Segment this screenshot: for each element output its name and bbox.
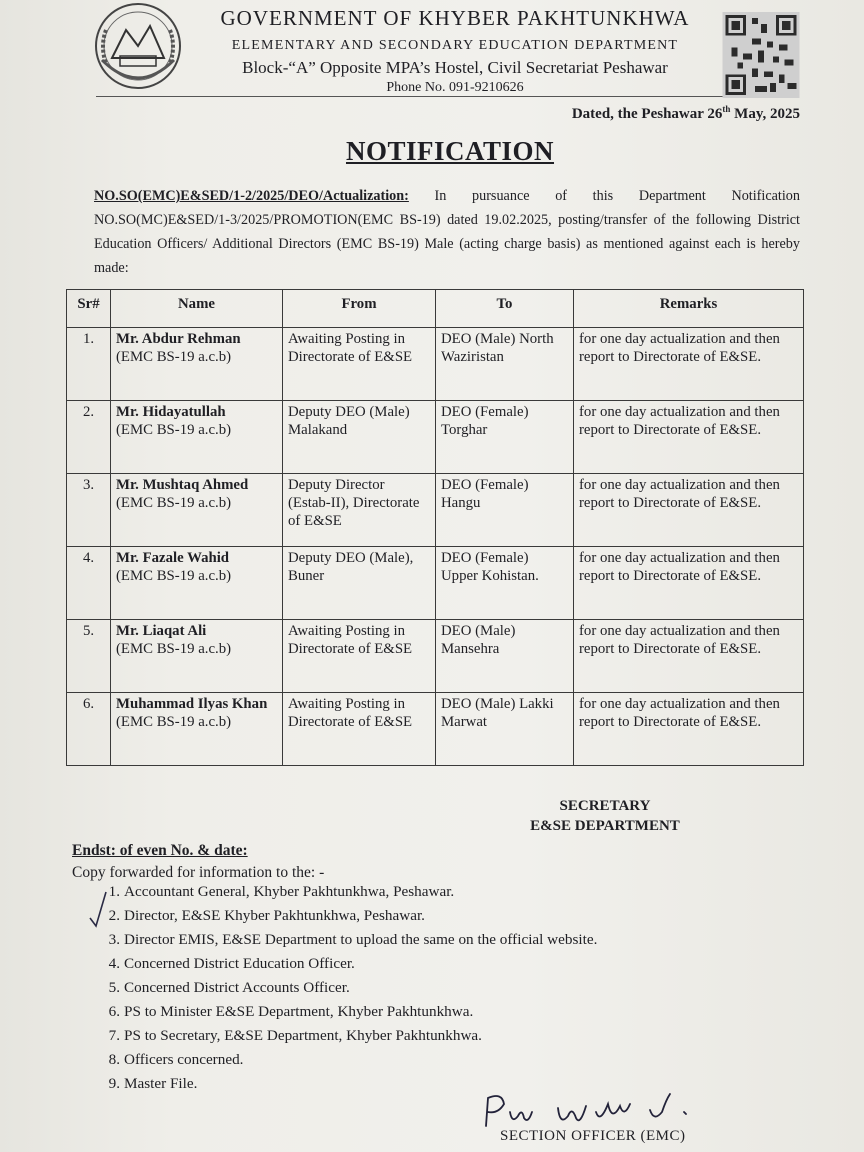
list-item: 7. PS to Secretary, E&SE Department, Khyber Pakhtunkhwa. [108,1027,482,1044]
letterhead-department: ELEMENTARY AND SECONDARY EDUCATION DEPARTMENT [231,38,679,53]
list-item: 6. PS to Minister E&SE Department, Khyber Pakhtunkhwa. [108,1003,474,1020]
dated-ordinal: th [722,104,731,114]
letterhead-government: GOVERNMENT OF KHYBER PAKHTUNKHWA [220,6,690,30]
cell-from: Deputy Director (Estab-II), Directorate of E&SE [283,474,436,547]
list-item: 1. Accountant General, Khyber Pakhtunkhwa, Peshawar. [108,883,455,900]
cell-name [111,474,283,547]
cell-remarks: for one day actualization and then report to Directorate of E&SE. [574,620,804,693]
table-row [67,620,804,693]
list-item: 5. Concerned District Accounts Officer. [108,979,350,996]
officer-name: Mr. Fazale Wahid [116,550,230,566]
list-item: 8. Officers concerned. [108,1051,244,1068]
cell-remarks: for one day actualization and then report to Directorate of E&SE. [574,328,804,401]
cell-to: DEO (Female) Torghar [436,401,574,474]
officer-name: Mr. Abdur Rehman [116,331,241,347]
officer-grade: (EMC BS-19 a.c.b) [116,422,232,438]
table-row [67,401,804,474]
table-row [67,328,804,401]
dated-suffix: May, 2025 [730,106,800,122]
posting-table [66,289,804,766]
dated-prefix: Dated, the Peshawar 26 [571,106,723,122]
cell-remarks: for one day actualization and then report to Directorate of E&SE. [574,474,804,547]
table-header-row [67,290,804,328]
letterhead-address: Block-“A” Opposite MPA’s Hostel, Civil Secretariat Peshawar [242,58,668,77]
cell-name [111,401,283,474]
distribution-list [98,880,597,1096]
cell-sr: 6. [67,693,111,766]
list-item: 4. Concerned District Education Officer. [108,955,355,972]
cell-name [111,328,283,401]
table-row [67,547,804,620]
officer-grade: (EMC BS-19 a.c.b) [116,714,232,730]
endorsement-heading: Endst: of even No. & date: [72,842,248,859]
intro-paragraph [94,184,800,280]
cell-from: Deputy DEO (Male) Malakand [283,401,436,474]
officer-name: Mr. Liaqat Ali [116,623,207,639]
cell-name [111,547,283,620]
cell-to: DEO (Male) Lakki Marwat [436,693,574,766]
cell-sr: 2. [67,401,111,474]
cell-name [111,693,283,766]
cell-name [111,620,283,693]
cell-from: Awaiting Posting in Directorate of E&SE [283,693,436,766]
header-to: To [436,290,574,328]
header-remarks: Remarks [574,290,804,328]
list-item: 3. Director EMIS, E&SE Department to upload the same on the official website. [108,931,598,948]
cell-to: DEO (Female) Hangu [436,474,574,547]
officer-grade: (EMC BS-19 a.c.b) [116,495,232,511]
copy-forwarded-line: Copy forwarded for information to the: - [72,864,325,881]
cell-to: DEO (Male) Mansehra [436,620,574,693]
officer-name: Mr. Hidayatullah [116,404,226,420]
header-from: From [283,290,436,328]
qr-code-icon [722,12,800,98]
cell-remarks: for one day actualization and then report to Directorate of E&SE. [574,547,804,620]
table-row [67,693,804,766]
list-item: 2. Director, E&SE Khyber Pakhtunkhwa, Peshawar. [108,907,425,924]
officer-grade: (EMC BS-19 a.c.b) [116,568,232,584]
cell-from: Deputy DEO (Male), Buner [283,547,436,620]
letterhead-divider [96,96,798,97]
notification-title: NOTIFICATION [345,136,555,166]
header-name: Name [111,290,283,328]
officer-grade: (EMC BS-19 a.c.b) [116,641,232,657]
header-sr: Sr# [67,290,111,328]
intro-text: In pursuance of this Department Notification NO.SO(MC)E&SED/1-3/2025/PROMOTION(EMC BS-19) dated 19.02.2025, posting/transfer of the following District Education Officers/ Additional Directors (EMC BS-19) Male (acting charge basis) as mentioned against each is hereby made: [94,188,800,276]
list-item: 9. Master File. [108,1075,198,1092]
cell-sr: 3. [67,474,111,547]
notification-reference: NO.SO(EMC)E&SED/1-2/2025/DEO/Actualization: [94,188,409,204]
cell-to: DEO (Female) Upper Kohistan. [436,547,574,620]
officer-name: Muhammad Ilyas Khan [116,696,268,712]
cell-from: Awaiting Posting in Directorate of E&SE [283,620,436,693]
cell-to: DEO (Male) North Waziristan [436,328,574,401]
table-row [67,474,804,547]
cell-remarks: for one day actualization and then report to Directorate of E&SE. [574,693,804,766]
cell-sr: 5. [67,620,111,693]
dated-line [540,104,800,123]
secretary-signature-block [500,796,710,836]
officer-grade: (EMC BS-19 a.c.b) [116,349,232,365]
cell-remarks: for one day actualization and then report to Directorate of E&SE. [574,401,804,474]
cell-sr: 1. [67,328,111,401]
section-officer-title: SECTION OFFICER (EMC) [500,1128,686,1144]
government-emblem-icon [92,0,184,94]
signatory-department: E&SE DEPARTMENT [530,818,680,834]
cell-from: Awaiting Posting in Directorate of E&SE [283,328,436,401]
signatory-title: SECRETARY [559,798,651,814]
officer-name: Mr. Mushtaq Ahmed [116,477,249,493]
letterhead-phone: Phone No. 091-9210626 [386,80,524,95]
cell-sr: 4. [67,547,111,620]
